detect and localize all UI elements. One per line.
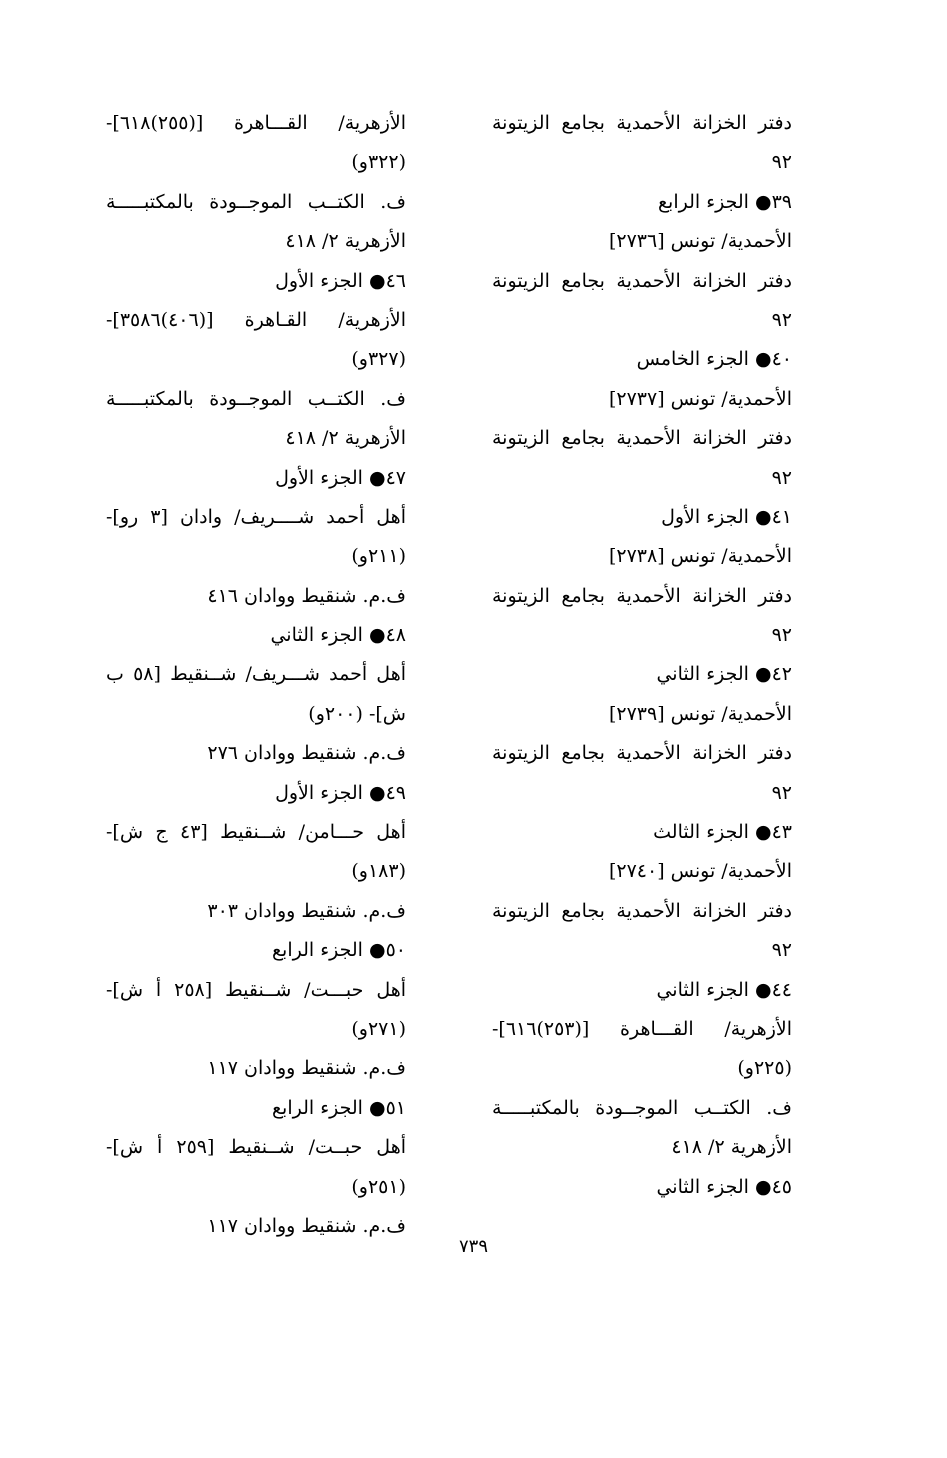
catalog-line: أهل حبــت/ شــنقيط [٢٥٩ أ ش]- (106, 1136, 406, 1159)
entry-heading: ٣٩● الجزء الرابع (657, 190, 792, 213)
catalog-line: ف. الكتــب الموجــودة بالمكتبـــــة (492, 1096, 792, 1119)
catalog-line: (١٨٣و) (351, 860, 406, 883)
entry-heading: ٤١● الجزء الأول (661, 505, 792, 528)
page-number: ٧٣٩ (458, 1236, 488, 1257)
catalog-line: ف. الكتــب الموجــودة بالمكتبـــــة (106, 190, 406, 213)
catalog-line: الأحمدية/ تونس [٢٧٣٦] (608, 230, 792, 253)
catalog-line: (٢٢٥و) (737, 1057, 792, 1080)
entry-heading: ٤٧● الجزء الأول (275, 466, 406, 489)
entry-heading: ٤٨● الجزء الثاني (270, 624, 406, 647)
catalog-line: ف.م. شنقيط ووادان ٣٠٣ (207, 899, 406, 922)
catalog-line: الأزهرية ٢/ ٤١٨ (285, 427, 406, 450)
catalog-line: أهل حـــامن/ شــنقيط [٤٣ ج ش]- (106, 821, 406, 844)
catalog-line: الأزهرية ٢/ ٤١٨ (671, 1136, 792, 1159)
entry-heading: ٤٩● الجزء الأول (275, 781, 406, 804)
catalog-line: الأزهرية/ القـاهرة [(٤٠٦)٣٥٨٦]- (106, 308, 406, 331)
catalog-line: ف.م. شنقيط ووادان ٤١٦ (207, 584, 406, 607)
catalog-line: أهل أحمد شــــريف/ وادان [٣ رو]- (106, 505, 406, 528)
entry-heading: ٤٥● الجزء الثاني (656, 1175, 792, 1198)
catalog-line: ٩٢ (771, 624, 792, 647)
catalog-line: (٢١١و) (351, 545, 406, 568)
catalog-line: ٩٢ (771, 308, 792, 331)
catalog-line: ٩٢ (771, 151, 792, 174)
catalog-line: دفتر الخزانة الأحمدية بجامع الزيتونة (492, 584, 792, 607)
entry-heading: ٤٦● الجزء الأول (275, 269, 406, 292)
catalog-line: ٩٢ (771, 939, 792, 962)
catalog-line: (٣٢٢و) (351, 151, 406, 174)
catalog-line: ف.م. شنقيط ووادان ١١٧ (207, 1214, 406, 1237)
catalog-line: دفتر الخزانة الأحمدية بجامع الزيتونة (492, 112, 792, 134)
catalog-line: ف. الكتــب الموجــودة بالمكتبـــــة (106, 387, 406, 410)
catalog-line: الأزهرية/ القـــاهرة [(٢٥٥)٦١٨]- (106, 112, 406, 134)
entry-heading: ٥١● الجزء الرابع (271, 1096, 406, 1119)
catalog-line: دفتر الخزانة الأحمدية بجامع الزيتونة (492, 427, 792, 450)
catalog-line: ش]- (٢٠٠و) (308, 702, 406, 725)
catalog-line: الأحمدية/ تونس [٢٧٣٩] (608, 702, 792, 725)
catalog-line: الأزهرية/ القـــاهرة [(٢٥٣)٦١٦]- (492, 1017, 792, 1040)
catalog-line: (٢٧١و) (351, 1017, 406, 1040)
catalog-line: دفتر الخزانة الأحمدية بجامع الزيتونة (492, 742, 792, 765)
entry-heading: ٤٣● الجزء الثالث (653, 821, 792, 844)
catalog-line: دفتر الخزانة الأحمدية بجامع الزيتونة (492, 269, 792, 292)
catalog-line: أهل حبـــت/ شــنقيط [٢٥٨ أ ش]- (106, 978, 406, 1001)
catalog-line: ف.م. شنقيط ووادان ٢٧٦ (207, 742, 406, 765)
catalog-line: (٣٢٧و) (351, 348, 406, 371)
entry-heading: ٥٠● الجزء الرابع (271, 939, 406, 962)
catalog-line: الأحمدية/ تونس [٢٧٣٨] (608, 545, 792, 568)
left-column (106, 104, 406, 1246)
entry-heading: ٤٢● الجزء الثاني (656, 663, 792, 686)
catalog-line: ٩٢ (771, 466, 792, 489)
entry-heading: ٤٤● الجزء الثاني (656, 978, 792, 1001)
catalog-line: ٩٢ (771, 781, 792, 804)
entry-heading: ٤٠● الجزء الخامس (636, 348, 792, 371)
catalog-line: ف.م. شنقيط ووادان ١١٧ (207, 1057, 406, 1080)
right-column (492, 104, 792, 1207)
catalog-line: أهل أحمد شـــريف/ شــنقيط [٥٨ ب (106, 663, 406, 686)
catalog-line: (٢٥١و) (351, 1175, 406, 1198)
catalog-line: الأحمدية/ تونس [٢٧٣٧] (608, 387, 792, 410)
catalog-line: الأحمدية/ تونس [٢٧٤٠] (608, 860, 792, 883)
catalog-line: الأزهرية ٢/ ٤١٨ (285, 230, 406, 253)
catalog-line: دفتر الخزانة الأحمدية بجامع الزيتونة (492, 899, 792, 922)
